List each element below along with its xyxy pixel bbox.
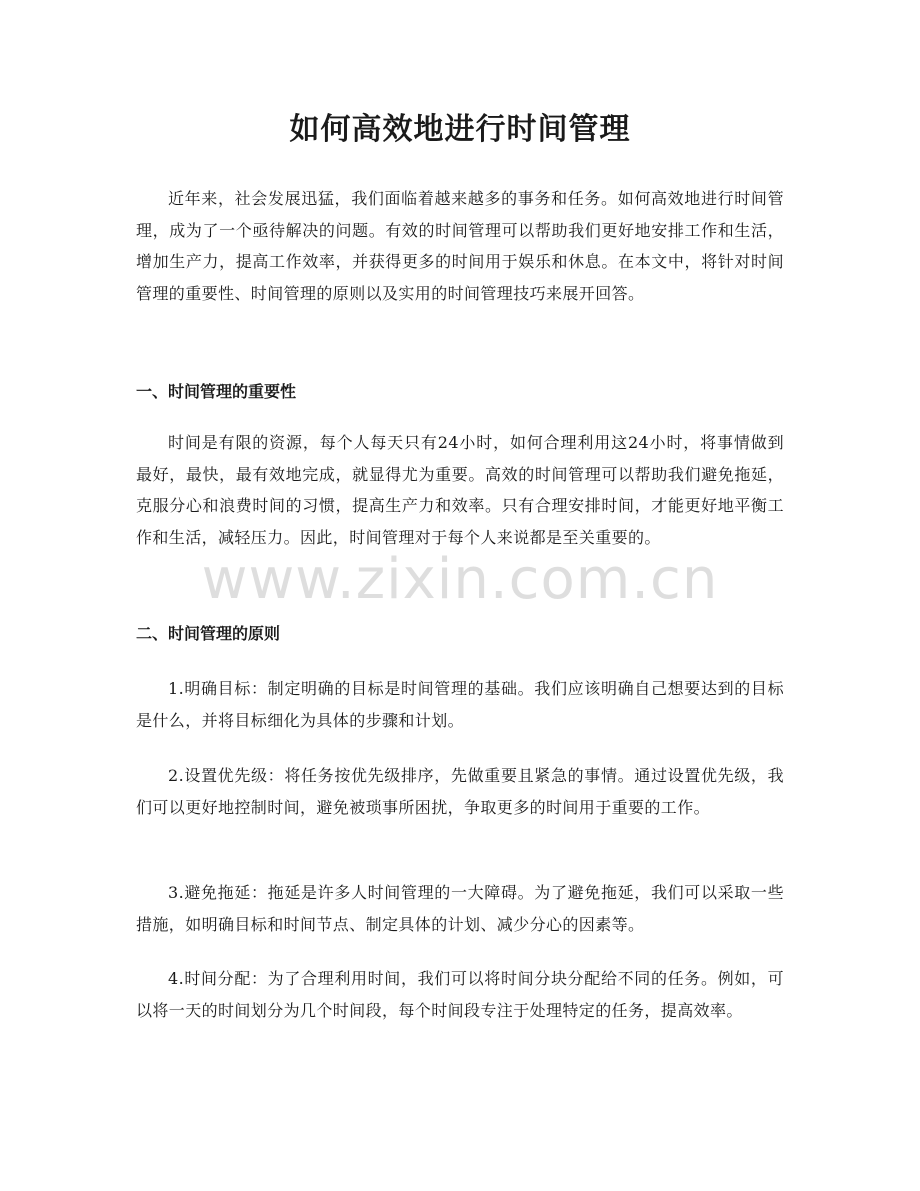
watermark: www.zixin.com.cn [201,547,719,612]
principle-item-2: 2.设置优先级：将任务按优先级排序，先做重要且紧急的事情。通过设置优先级，我们可以更好地控制时间，避免被琐事所困扰，争取更多的时间用于重要的工作。 [136,766,784,817]
section-heading-principles: 二、时间管理的原则 [136,624,281,643]
intro-paragraph: 近年来，社会发展迅猛，我们面临着越来越多的事务和任务。如何高效地进行时间管理，成为了一个亟待解决的问题。有效的时间管理可以帮助我们更好地安排工作和生活，增加生产力，提高工作效率，并获得更多的时间用于娱乐和休息。在本文中，将针对时间管理的重要性、时间管理的原则以及实用的时间管理技巧来展开回答。 [136,189,784,303]
principle-item-3: 3.避免拖延：拖延是许多人时间管理的一大障碍。为了避免拖延，我们可以采取一些措施，如明确目标和时间节点、制定具体的计划、减少分心的因素等。 [136,883,784,934]
page-title: 如何高效地进行时间管理 [289,112,631,147]
principle-item-4: 4.时间分配：为了合理利用时间，我们可以将时间分块分配给不同的任务。例如，可以将一天的时间划分为几个时间段，每个时间段专注于处理特定的任务，提高效率。 [136,969,784,1020]
importance-paragraph: 时间是有限的资源，每个人每天只有24小时，如何合理利用这24小时，将事情做到最好，最快，最有效地完成，就显得尤为重要。高效的时间管理可以帮助我们避免拖延，克服分心和浪费时间的习惯，提高生产力和效率。只有合理安排时间，才能更好地平衡工作和生活，减轻压力。因此，时间管理对于每个人来说都是至关重要的。 [136,433,784,547]
principle-item-1: 1.明确目标：制定明确的目标是时间管理的基础。我们应该明确自己想要达到的目标是什么，并将目标细化为具体的步骤和计划。 [136,679,784,730]
section-heading-importance: 一、时间管理的重要性 [136,382,297,401]
